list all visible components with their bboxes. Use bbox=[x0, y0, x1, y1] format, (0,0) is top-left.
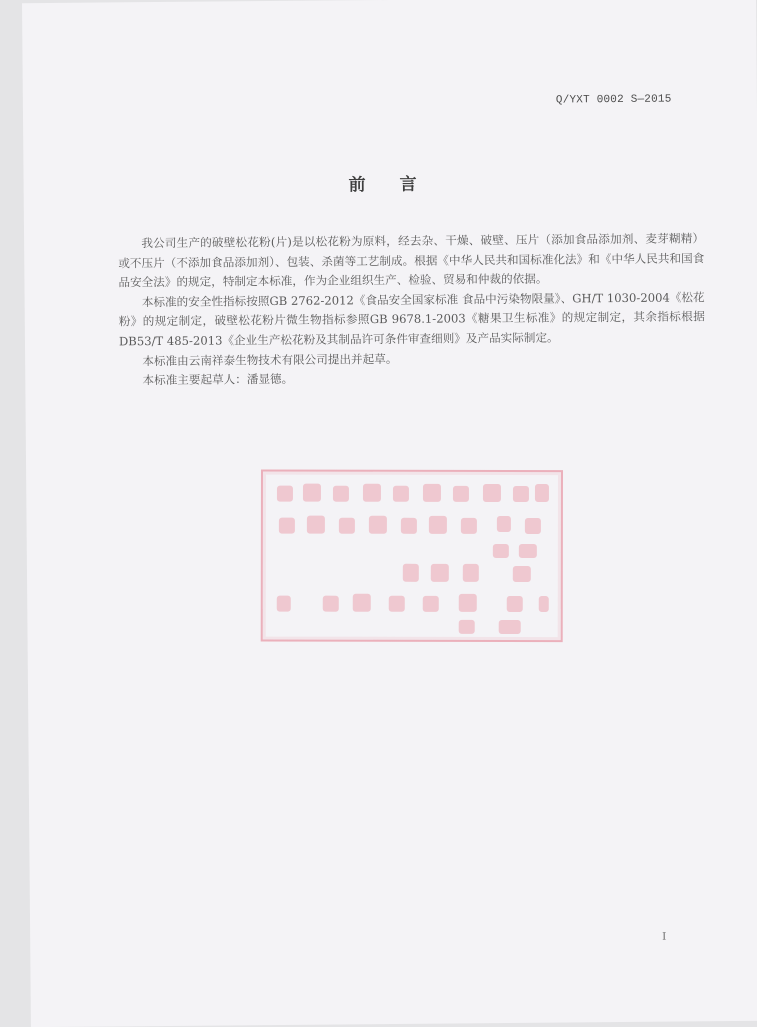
foreword-body bbox=[118, 229, 705, 391]
standard-code: Q/YXT 0002 S—2015 bbox=[555, 93, 672, 107]
paragraph-origin: 我公司生产的破壁松花粉(片)是以松花粉为原料，经去杂、干燥、破壁、压片（添加食品添加剂、麦芽糊精）或不压片（不添加食品添加剂）、包装、杀菌等工艺制成。根据《中华人民共和国标准化法》和《中华人民共和国食品安全法》的规定，特制定本标准，作为企业组织生产、检验、贸易和仲裁的依据。 bbox=[118, 231, 705, 290]
page-number: I bbox=[662, 931, 667, 943]
paragraph-drafter-org: 本标准由云南祥泰生物技术有限公司提出并起草。 bbox=[142, 351, 398, 368]
page-title: 前言 bbox=[348, 174, 451, 196]
stamp-marks-icon bbox=[263, 472, 561, 641]
document-page bbox=[22, 0, 757, 1027]
paragraph-drafter-person: 本标准主要起草人：潘显德。 bbox=[142, 372, 294, 388]
approval-stamp bbox=[261, 470, 563, 643]
paragraph-indicators: 本标准的安全性指标按照GB 2762-2012《食品安全国家标准 食品中污染物限量》、GH/T 1030-2004《松花粉》的规定制定，破壁松花粉片微生物指标参照GB 9678.1-2003《糖果卫生标准》的规定制定，其余指标根据DB53/T 485-2013《企业生产松花粉及其制品许可条件审查细则》及产品实际制定。 bbox=[118, 290, 705, 349]
